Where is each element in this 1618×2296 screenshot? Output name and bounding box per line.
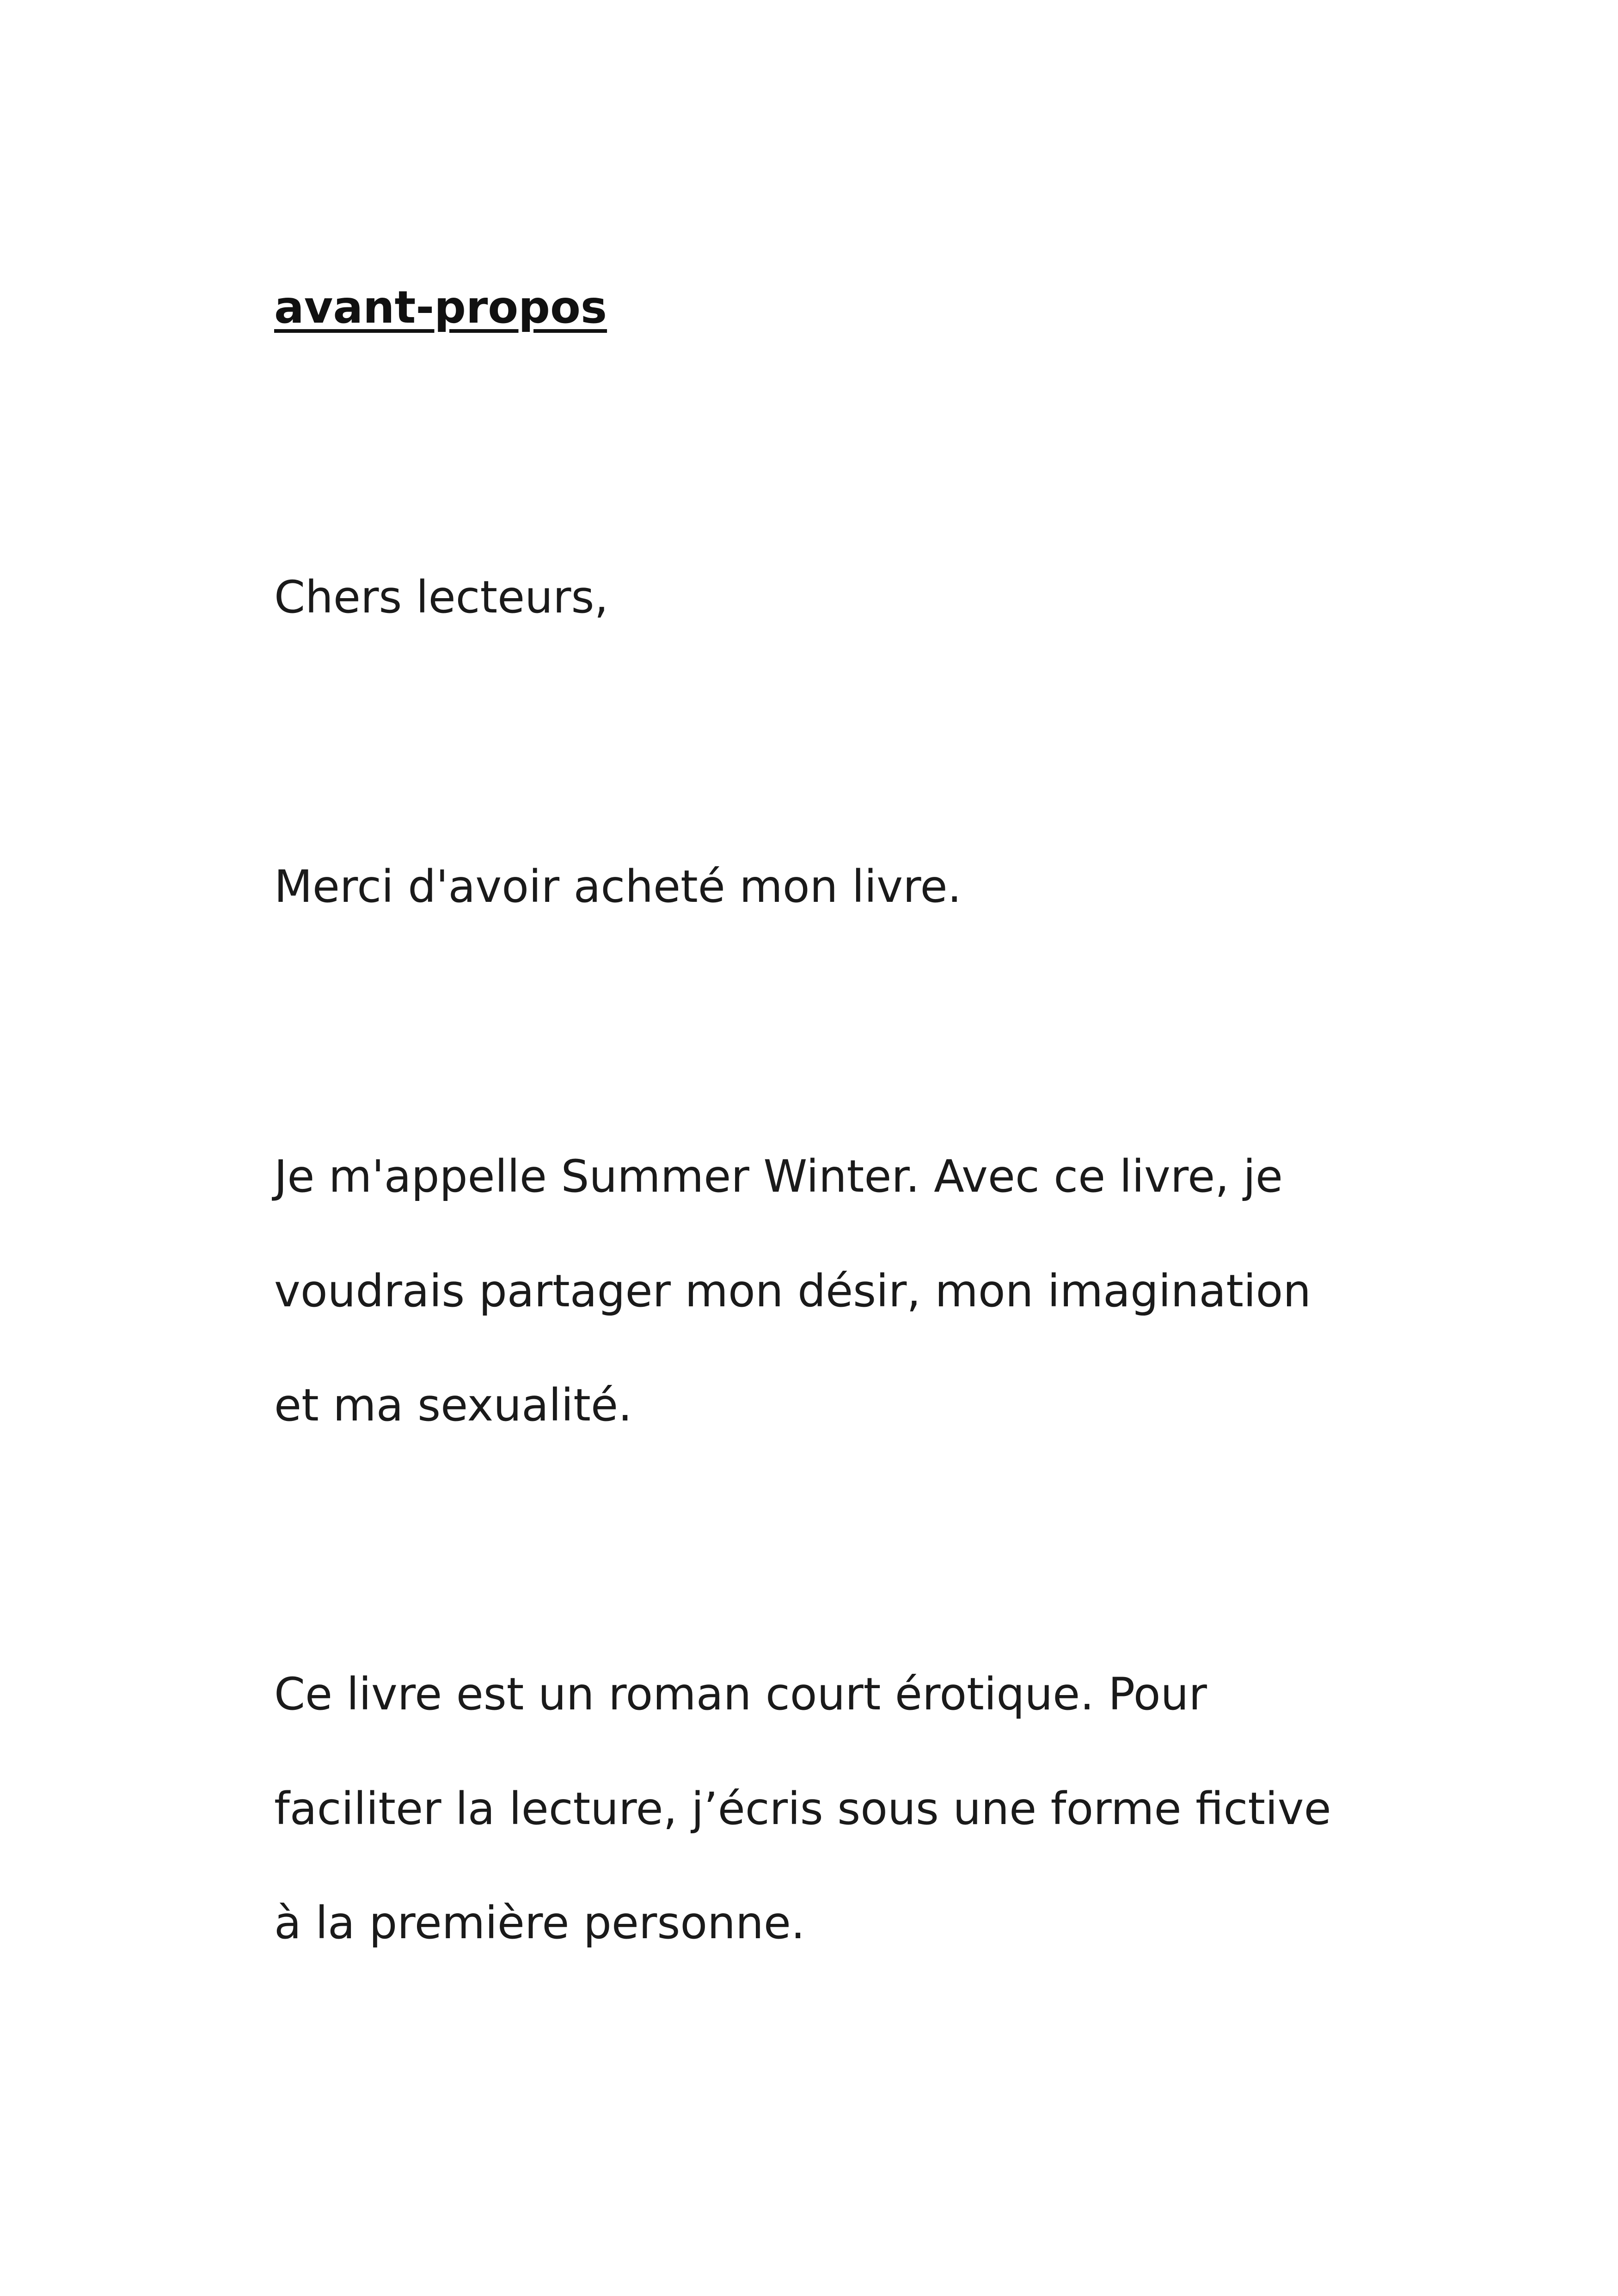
paragraph-2-line-3: et ma sexualité. [274, 1379, 632, 1431]
paragraph-2-line-2: voudrais partager mon désir, mon imagination [274, 1265, 1312, 1317]
paragraph-3-line-2: faciliter la lecture, j’écris sous une forme fictive [274, 1783, 1331, 1835]
paragraph-3-line-1: Ce livre est un roman court érotique. Pour [274, 1668, 1207, 1720]
paragraph-2-line-1: Je m'appelle Summer Winter. Avec ce livre, je [274, 1151, 1283, 1202]
page-heading: avant-propos [274, 282, 607, 333]
salutation: Chers lecteurs, [274, 571, 608, 623]
paragraph-1-line-1: Merci d'avoir acheté mon livre. [274, 861, 962, 912]
paragraph-3-line-3: à la première personne. [274, 1897, 805, 1949]
